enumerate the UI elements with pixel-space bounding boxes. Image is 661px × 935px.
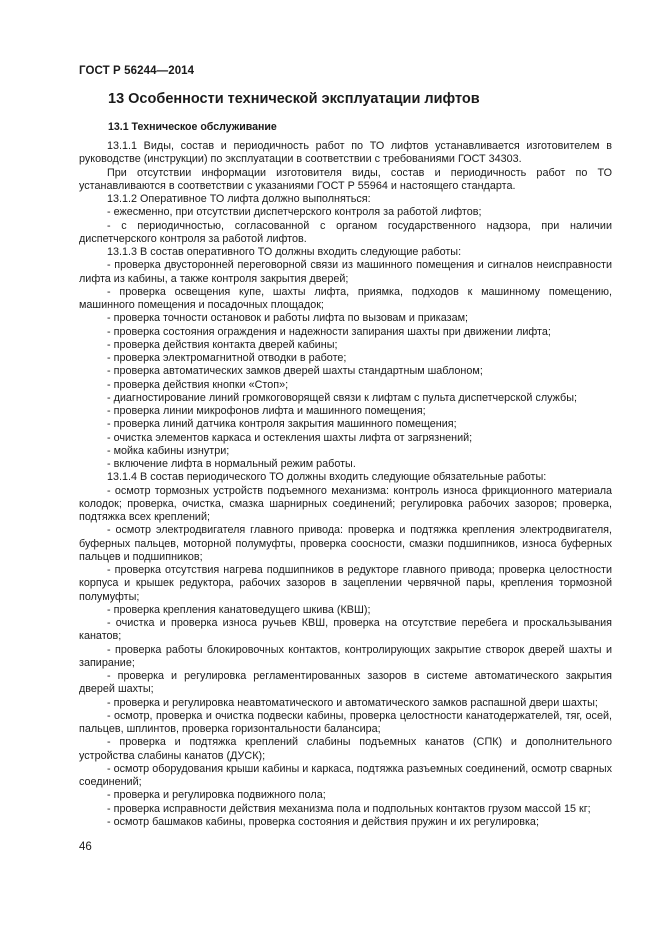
list-item: - проверка и регулировка подвижного пола; — [107, 789, 326, 802]
list-item: - осмотр электродвигателя главного привода: проверка и подтяжка крепления электродвигателя, буферных пальцев, моторной полумуфты, проверка соосности, смазки подшипников, износа буферных пальцев и подшипников; — [79, 524, 612, 563]
paragraph: 13.1.1 Виды, состав и периодичность работ по ТО лифтов устанавливается изготовителем в руководстве (инструкции) по эксплуатации в соответствии с требованиями ГОСТ 34303. — [79, 140, 612, 166]
list-item: - проверка состояния ограждения и надежности запирания шахты при движении лифта; — [107, 325, 551, 338]
list-item: - осмотр тормозных устройств подъемного механизма: контроль износа фрикционного материала колодок; проверка, очистка, смазка шарнирных соединений; регулировка рабочих зазоров; проверка, подтяжка всех креплений; — [79, 484, 612, 523]
list-item: - проверка работы блокировочных контактов, контролирующих закрытие створок дверей шахты и запирание; — [79, 643, 612, 669]
paragraph: 13.1.3 В состав оперативного ТО должны входить следующие работы: — [107, 246, 462, 258]
list-item: - проверка действия кнопки «Стоп»; — [107, 378, 289, 391]
page-number: 46 — [79, 841, 92, 853]
list-item: - ежесменно, при отсутствии диспетчерского контроля за работой лифтов; — [107, 206, 482, 219]
body-text — [79, 140, 612, 829]
document-header: ГОСТ Р 56244—2014 — [79, 65, 195, 77]
list-item: - проверка автоматических замков дверей шахты стандартным шаблоном; — [107, 365, 483, 378]
paragraph: 13.1.2 Оперативное ТО лифта должно выполняться: — [107, 193, 371, 205]
paragraph: При отсутствии информации изготовителя виды, состав и периодичность работ по ТО устанавливаются в соответствии с указаниями ГОСТ Р 55964 и настоящего стандарта. — [79, 166, 612, 192]
list-item: - проверка освещения купе, шахты лифта, приямка, подходов к машинному помещению, машинного помещения и посадочных площадок; — [79, 285, 612, 311]
list-item: - проверка линии микрофонов лифта и машинного помещения; — [107, 405, 426, 417]
list-item: - проверка исправности действия механизма пола и подпольных контактов грузом массой 15 кг; — [107, 802, 591, 815]
list-item: - диагностирование линий громкоговорящей связи к лифтам с пульта диспетчерской службы; — [107, 391, 577, 404]
list-item: - проверка отсутствия нагрева подшипников в редукторе главного привода; проверка целостности корпуса и крышек редуктора, рабочих зазоров в зацеплении червячной пары, крепления тормозной полумуфты; — [79, 564, 612, 603]
list-item: - с периодичностью, согласованной с органом государственного надзора, при наличии диспетчерского контроля за работой лифтов. — [79, 219, 612, 245]
subsection-title: 13.1 Техническое обслуживание — [108, 121, 277, 133]
list-item: - проверка и регулировка неавтоматического и автоматического замков распашной двери шахты; — [107, 696, 598, 709]
list-item: - проверка электромагнитной отводки в работе; — [107, 352, 347, 364]
list-item: - проверка действия контакта дверей кабины; — [107, 338, 338, 351]
list-item: - осмотр, проверка и очистка подвески кабины, проверка целостности канатодержателей, тяг, осей, пальцев, шплинтов, проверка горизонтальности балансира; — [79, 709, 612, 735]
list-item: - проверка крепления канатоведущего шкива (КВШ); — [107, 603, 371, 616]
list-item: - очистка и проверка износа ручьев КВШ, проверка на отсутствие перебега и проскальзывания канатов; — [79, 617, 612, 643]
list-item: - проверка и подтяжка креплений слабины подъемных канатов (СПК) и дополнительного устройства слабины канатов (ДУСК); — [79, 736, 612, 762]
list-item: - осмотр оборудования крыши кабины и каркаса, подтяжка разъемных соединений, осмотр сварных соединений; — [79, 762, 612, 788]
paragraph: 13.1.4 В состав периодического ТО должны входить следующие обязательные работы: — [107, 471, 547, 484]
list-item: - проверка точности остановок и работы лифта по вызовам и приказам; — [107, 312, 468, 325]
list-item: - осмотр башмаков кабины, проверка состояния и действия пружин и их регулировка; — [107, 815, 539, 828]
list-item: - проверка линий датчика контроля закрытия машинного помещения; — [107, 418, 457, 431]
section-title: 13 Особенности технической эксплуатации лифтов — [108, 91, 480, 107]
list-item: - мойка кабины изнутри; — [107, 444, 230, 457]
list-item: - проверка двусторонней переговорной связи из машинного помещения и сигналов неисправности лифта из кабины, а также контроля закрытия дверей; — [79, 259, 612, 285]
list-item: - включение лифта в нормальный режим работы. — [107, 458, 356, 470]
list-item: - очистка элементов каркаса и остекления шахты лифта от загрязнений; — [107, 431, 473, 444]
list-item: - проверка и регулировка регламентированных зазоров в системе автоматического закрытия дверей шахты; — [79, 670, 612, 696]
